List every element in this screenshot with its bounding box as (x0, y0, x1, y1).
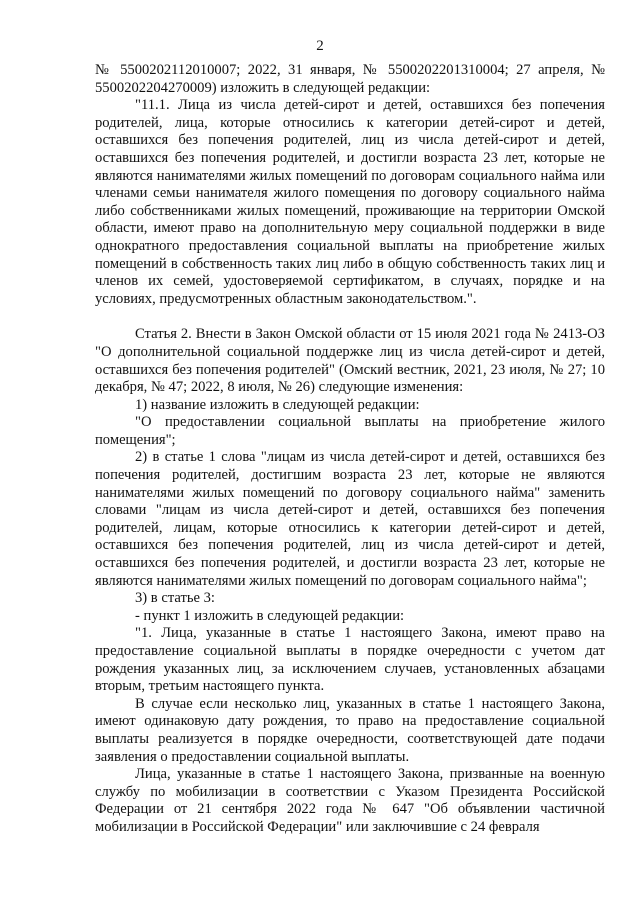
paragraph-new-title: "О предоставлении социальной выплаты на приобретение жилого помещения"; (95, 414, 605, 448)
paragraph-item-2: 2) в статье 1 слова "лицам из числа детей-сирот и детей, оставшихся без попечения родителей, достигшим возраста 23 лет, которые не являются нанимателями жилых помещений по договору социального найма" заменить словами "лицам из числа детей-сирот и детей, оставшихся без попечения родителей, лицам, которые относились к категории детей-сирот и детей, оставшихся без попечения родителей, лиц из числа детей-сирот и детей, оставшихся без попечения родителей, и достигли возраста 23 лет, которые не являются нанимателями жилых помещений по договорам социального найма"; (95, 449, 605, 589)
paragraph-intro: № 5500202112010007; 2022, 31 января, № 5500202201310004; 27 апреля, № 5500202204270009) изложить в следующей редакции: (95, 62, 605, 96)
paragraph-mobilization: Лица, указанные в статье 1 настоящего Закона, призванные на военную службу по мобилизации в соответствии с Указом Президента Российской Федерации от 21 сентября 2022 года № 647 "Об объявлении частичной мобилизации в Российской Федерации" или заключившие с 24 февраля (95, 766, 605, 835)
paragraph-same-birthdate: В случае если несколько лиц, указанных в статье 1 настоящего Закона, имеют одинаковую дату рождения, то право на предоставление социальной выплаты реализуется в порядке очередности, соответствующей дате подачи заявления о предоставлении социальной выплаты. (95, 695, 605, 765)
paragraph-subitem: - пункт 1 изложить в следующей редакции: (135, 607, 405, 624)
page-number: 2 (316, 38, 324, 54)
paragraph-article-2: Статья 2. Внести в Закон Омской области от 15 июля 2021 года № 2413-ОЗ "О дополнительной социальной поддержке лиц из числа детей-сирот и детей, оставшихся без попечения родителей" (Омский вестник, 2021, 23 июля, № 27; 10 декабря, № 47; 2022, 8 июля, № 26) следующие изменения: (95, 326, 605, 396)
paragraph-quote-11-1: "11.1. Лица из числа детей-сирот и детей, оставшихся без попечения родителей, лица, которые относились к категории детей-сирот и детей, оставшихся без попечения родителей, лиц из числа детей-сирот и детей, оставшихся без попечения родителей, и достигли возраста 23 лет, которые не являются нанимателями жилых помещений по договорам социального найма или членами семьи нанимателя жилого помещения по договору социального найма либо собственниками жилых помещений, проживающие на территории Омской области, имеют право на дополнительную меру социальной поддержки в виде однократного предоставления социальной выплаты на приобретение жилых помещений в собственность таких лиц либо в общую собственность таких лиц и членов их семей, удостоверяемой сертификатом, в случаях, порядке и на условиях, предусмотренных областным законодательством.". (95, 97, 605, 307)
paragraph-point-1: "1. Лица, указанные в статье 1 настоящего Закона, имеют право на предоставление социальной выплаты в порядке очередности с учетом дат рождения указанных лиц, за исключением случаев, установленных абзацами вторым, третьим настоящего пункта. (95, 625, 605, 695)
paragraph-item-3: 3) в статье 3: (135, 590, 215, 607)
document-body (95, 62, 605, 837)
paragraph-item-1: 1) название изложить в следующей редакции: (135, 396, 420, 413)
